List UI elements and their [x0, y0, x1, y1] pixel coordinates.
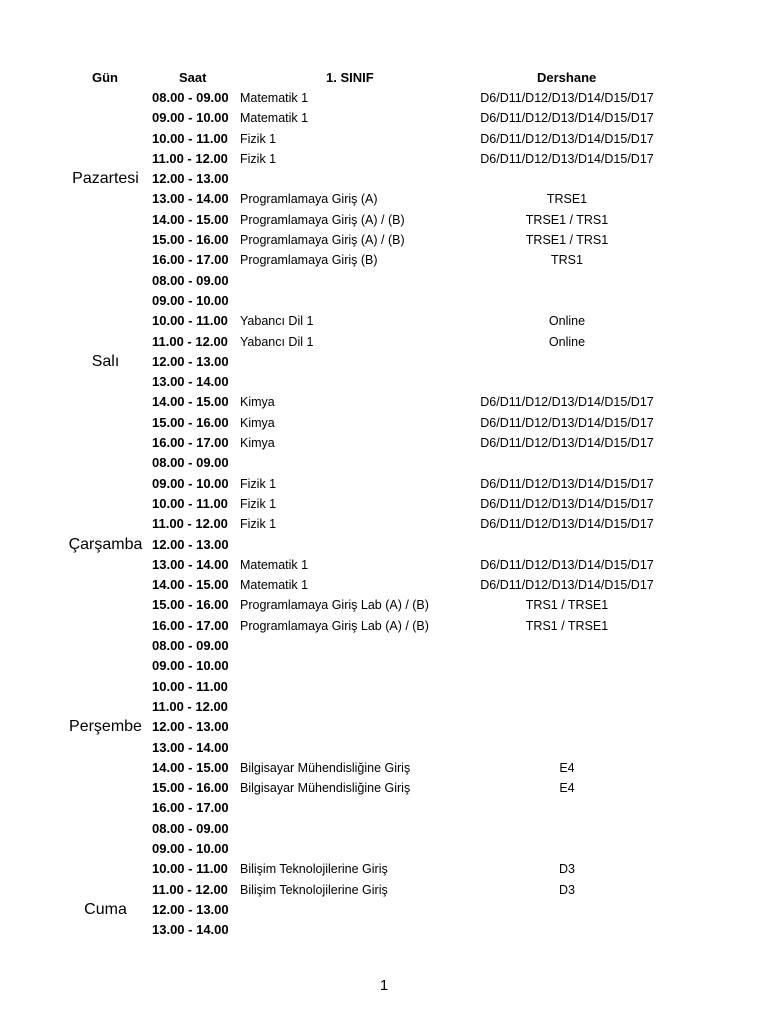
time-slot: 15.00 - 16.00 [152, 232, 229, 248]
schedule-row [0, 474, 768, 494]
room-name: TRS1 / TRSE1 [525, 598, 609, 613]
schedule-row [0, 271, 768, 291]
time-slot: 14.00 - 15.00 [152, 577, 229, 593]
schedule-row [0, 514, 768, 534]
room-name: Online [548, 314, 586, 329]
time-slot: 12.00 - 13.00 [152, 353, 229, 369]
course-name: Bilgisayar Mühendisliğine Giriş [240, 760, 411, 775]
schedule-row [0, 535, 768, 555]
course-name: Matematik 1 [240, 578, 309, 593]
schedule-table [0, 68, 768, 941]
day-label: Pazartesi [72, 170, 139, 188]
day-group [0, 271, 768, 454]
time-slot: 14.00 - 15.00 [152, 211, 229, 227]
schedule-row [0, 677, 768, 697]
time-slot: 12.00 - 13.00 [152, 901, 229, 917]
time-slot: 10.00 - 11.00 [152, 495, 228, 511]
day-label: Salı [91, 352, 120, 370]
schedule-row [0, 636, 768, 656]
course-name: Programlamaya Giriş (A) [240, 192, 378, 207]
schedule-row [0, 758, 768, 778]
time-slot: 16.00 - 17.00 [152, 252, 229, 268]
course-name: Kimya [240, 436, 275, 451]
time-slot: 15.00 - 16.00 [152, 780, 229, 796]
class-column-header: 1. SINIF [326, 70, 374, 85]
room-column-header: Dershane [537, 70, 597, 85]
schedule-row [0, 392, 768, 412]
time-slot: 15.00 - 16.00 [152, 597, 229, 613]
course-name: Fizik 1 [240, 496, 277, 511]
time-slot: 08.00 - 09.00 [152, 820, 229, 836]
course-name: Bilişim Teknolojilerine Giriş [240, 882, 388, 897]
day-column-header: Gün [92, 70, 118, 85]
room-name: D6/D11/D12/D13/D14/D15/D17 [480, 476, 654, 491]
time-slot: 16.00 - 17.00 [152, 617, 229, 633]
time-slot: 08.00 - 09.00 [152, 90, 229, 105]
time-slot: 09.00 - 10.00 [152, 841, 229, 857]
day-group [0, 453, 768, 636]
time-slot: 10.00 - 11.00 [152, 861, 228, 877]
time-slot: 10.00 - 11.00 [152, 313, 228, 329]
table-header [0, 68, 768, 88]
course-name: Bilgisayar Mühendisliğine Giriş [240, 781, 411, 796]
schedule-row [0, 595, 768, 615]
time-slot: 10.00 - 11.00 [152, 678, 228, 694]
schedule-row [0, 169, 768, 189]
day-label: Çarşamba [68, 535, 143, 553]
day-label: Cuma [84, 900, 127, 918]
course-name: Programlamaya Giriş Lab (A) / (B) [240, 598, 429, 613]
room-name: D6/D11/D12/D13/D14/D15/D17 [480, 91, 654, 105]
schedule-row [0, 433, 768, 453]
schedule-row [0, 616, 768, 636]
course-name: Programlamaya Giriş (A) / (B) [240, 233, 405, 248]
room-name: D3 [559, 862, 575, 877]
course-name: Programlamaya Giriş (B) [240, 253, 378, 268]
time-slot: 13.00 - 14.00 [152, 374, 229, 390]
schedule-row [0, 88, 768, 108]
schedule-row [0, 210, 768, 230]
page-number: 1 [379, 977, 389, 994]
course-name: Matematik 1 [240, 91, 309, 105]
room-name: D6/D11/D12/D13/D14/D15/D17 [480, 436, 654, 451]
room-name: D6/D11/D12/D13/D14/D15/D17 [480, 151, 654, 166]
time-slot: 12.00 - 13.00 [152, 536, 229, 552]
schedule-row [0, 149, 768, 169]
room-name: TRSE1 / TRS1 [525, 212, 609, 227]
schedule-row [0, 494, 768, 514]
time-slot: 09.00 - 10.00 [152, 110, 229, 126]
schedule-row [0, 900, 768, 920]
schedule-row [0, 413, 768, 433]
room-name: Online [548, 334, 586, 349]
room-name: D6/D11/D12/D13/D14/D15/D17 [480, 557, 654, 572]
course-name: Bilişim Teknolojilerine Giriş [240, 862, 388, 877]
room-name: E4 [559, 781, 575, 796]
time-slot: 08.00 - 09.00 [152, 455, 229, 471]
course-name: Fizik 1 [240, 151, 277, 166]
time-slot: 11.00 - 12.00 [152, 881, 228, 897]
time-slot: 11.00 - 12.00 [152, 333, 228, 349]
course-name: Matematik 1 [240, 557, 309, 572]
time-slot: 16.00 - 17.00 [152, 800, 229, 816]
course-name: Yabancı Dil 1 [240, 314, 314, 329]
schedule-row [0, 332, 768, 352]
course-name: Kimya [240, 415, 275, 430]
course-name: Programlamaya Giriş Lab (A) / (B) [240, 618, 429, 633]
schedule-row [0, 352, 768, 372]
time-slot: 11.00 - 12.00 [152, 698, 228, 714]
room-name: TRSE1 / TRS1 [525, 233, 609, 248]
time-slot: 11.00 - 12.00 [152, 516, 228, 532]
time-slot: 13.00 - 14.00 [152, 739, 229, 755]
time-slot: 08.00 - 09.00 [152, 638, 229, 654]
schedule-row [0, 656, 768, 676]
time-slot: 10.00 - 11.00 [152, 130, 228, 146]
room-name: D6/D11/D12/D13/D14/D15/D17 [480, 496, 654, 511]
room-name: D6/D11/D12/D13/D14/D15/D17 [480, 111, 654, 126]
room-name: D6/D11/D12/D13/D14/D15/D17 [480, 415, 654, 430]
time-slot: 13.00 - 14.00 [152, 556, 229, 572]
schedule-row [0, 453, 768, 473]
schedule-row [0, 717, 768, 737]
time-slot: 12.00 - 13.00 [152, 719, 229, 735]
room-name: D6/D11/D12/D13/D14/D15/D17 [480, 578, 654, 593]
time-slot: 16.00 - 17.00 [152, 435, 229, 451]
time-slot: 09.00 - 10.00 [152, 475, 229, 491]
day-groups [0, 88, 768, 941]
course-name: Fizik 1 [240, 517, 277, 532]
room-name: E4 [559, 760, 575, 775]
day-group [0, 88, 768, 271]
time-slot: 12.00 - 13.00 [152, 171, 229, 187]
schedule-row [0, 250, 768, 270]
schedule-row [0, 129, 768, 149]
course-name: Programlamaya Giriş (A) / (B) [240, 212, 405, 227]
room-name: D6/D11/D12/D13/D14/D15/D17 [480, 395, 654, 410]
time-slot: 09.00 - 10.00 [152, 292, 229, 308]
time-slot: 13.00 - 14.00 [152, 191, 229, 207]
schedule-row [0, 311, 768, 331]
schedule-row [0, 920, 768, 940]
schedule-row [0, 798, 768, 818]
room-name: D6/D11/D12/D13/D14/D15/D17 [480, 131, 654, 146]
schedule-row [0, 839, 768, 859]
schedule-row [0, 108, 768, 128]
room-name: TRS1 / TRSE1 [525, 618, 609, 633]
schedule-row [0, 880, 768, 900]
room-name: TRSE1 [546, 192, 588, 207]
schedule-row [0, 738, 768, 758]
schedule-row [0, 555, 768, 575]
schedule-row [0, 859, 768, 879]
room-name: D6/D11/D12/D13/D14/D15/D17 [480, 517, 654, 532]
time-slot: 08.00 - 09.00 [152, 272, 229, 288]
schedule-row [0, 778, 768, 798]
room-name: TRS1 [551, 253, 583, 268]
time-slot: 09.00 - 10.00 [152, 658, 229, 674]
course-name: Kimya [240, 395, 275, 410]
time-slot: 14.00 - 15.00 [152, 759, 229, 775]
schedule-row [0, 372, 768, 392]
schedule-row [0, 189, 768, 209]
schedule-row [0, 697, 768, 717]
day-group [0, 636, 768, 819]
time-slot: 13.00 - 14.00 [152, 922, 229, 938]
time-slot: 11.00 - 12.00 [152, 150, 228, 166]
course-name: Yabancı Dil 1 [240, 334, 314, 349]
room-name: D3 [559, 882, 575, 897]
time-column-header: Saat [179, 70, 207, 85]
schedule-row [0, 819, 768, 839]
schedule-row [0, 230, 768, 250]
time-slot: 15.00 - 16.00 [152, 414, 229, 430]
course-name: Fizik 1 [240, 131, 277, 146]
time-slot: 14.00 - 15.00 [152, 394, 229, 410]
schedule-row [0, 291, 768, 311]
day-group [0, 819, 768, 941]
course-name: Matematik 1 [240, 111, 309, 126]
day-label: Perşembe [69, 718, 142, 736]
schedule-row [0, 575, 768, 595]
course-name: Fizik 1 [240, 476, 277, 491]
